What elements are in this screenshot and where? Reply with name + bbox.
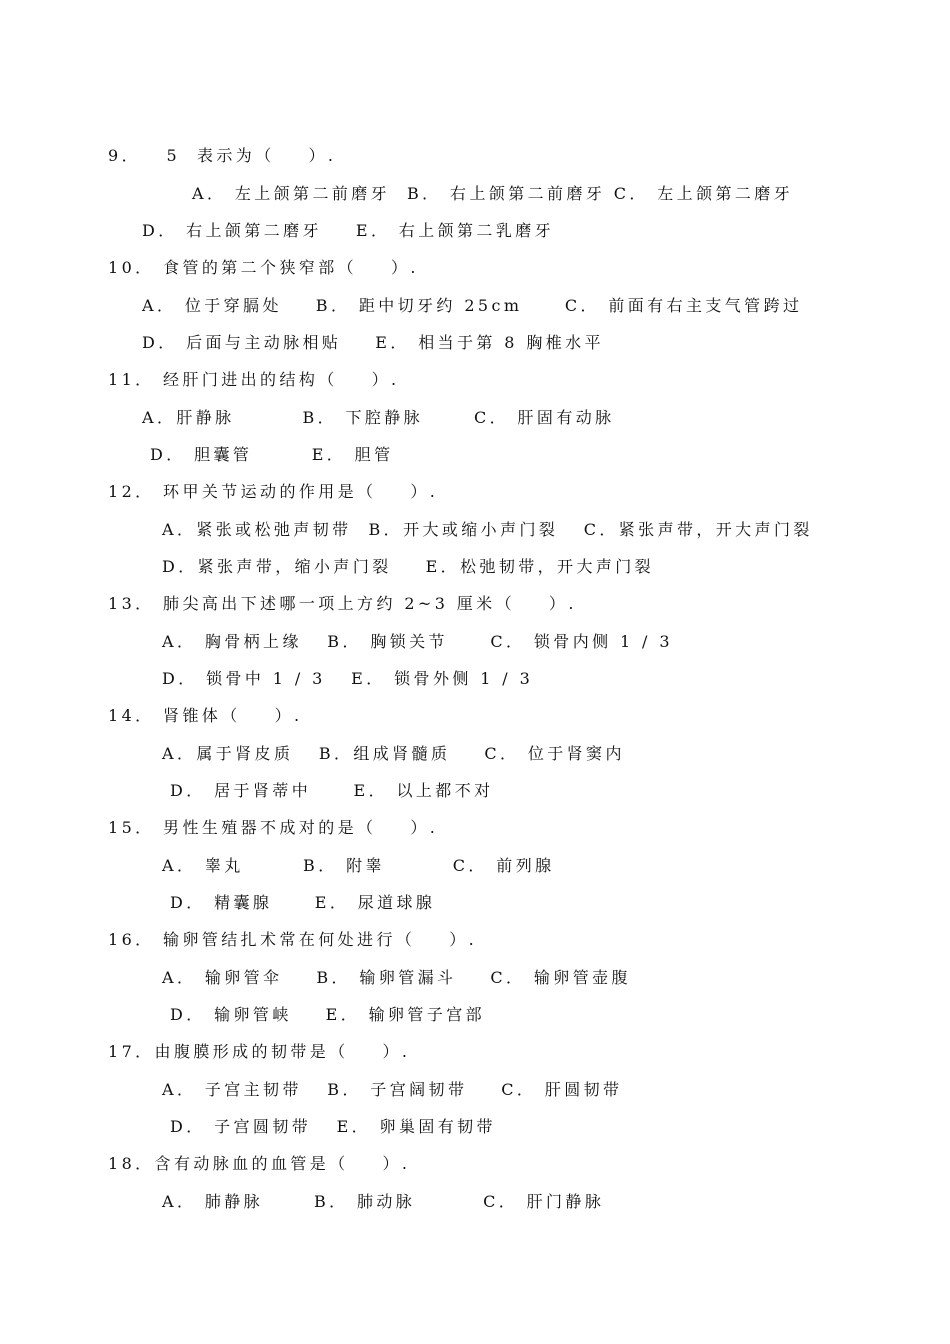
question-12-options-line-2: D．紧张声带，缩小声门裂 E．松弛韧带，开大声门裂 [162, 557, 655, 576]
question-15-options-line-1: A． 睾丸 B． 附睾 C． 前列腺 [162, 856, 555, 875]
question-12-stem: 12． 环甲关节运动的作用是（ ）. [108, 482, 439, 501]
question-16-stem: 16． 输卵管结扎术常在何处进行（ ）. [108, 930, 478, 949]
question-11-options-line-2: D． 胆囊管 E． 胆管 [150, 445, 394, 464]
question-10-options-line-1: A． 位于穿膈处 B． 距中切牙约 25cm C． 前面有右主支气管跨过 [142, 296, 803, 315]
question-14-options-line-2: D． 居于肾蒂中 E． 以上都不对 [170, 781, 494, 800]
question-12-options-line-1: A．紧张或松弛声韧带 B．开大或缩小声门裂 C．紧张声带，开大声门裂 [162, 520, 813, 539]
question-11-options-line-1: A．肝静脉 B． 下腔静脉 C． 肝固有动脉 [142, 408, 615, 427]
question-18-stem: 18．含有动脉血的血管是（ ）. [108, 1154, 411, 1173]
question-10-options-line-2: D． 后面与主动脉相贴 E． 相当于第 8 胸椎水平 [142, 333, 604, 352]
question-17-stem: 17．由腹膜形成的韧带是（ ）. [108, 1042, 411, 1061]
question-15-stem: 15． 男性生殖器不成对的是（ ）. [108, 818, 439, 837]
question-9-options-line-1: A． 左上颌第二前磨牙 B． 右上颌第二前磨牙 C． 左上颌第二磨牙 [192, 184, 794, 203]
question-13-options-line-1: A． 胸骨柄上缘 B． 胸锁关节 C． 锁骨内侧 1 / 3 [162, 632, 673, 651]
question-13-stem: 13． 肺尖高出下述哪一项上方约 2~3 厘米（ ）. [108, 594, 577, 613]
question-17-options-line-1: A． 子宫主韧带 B． 子宫阔韧带 C． 肝圆韧带 [162, 1080, 623, 1099]
question-11-stem: 11． 经肝门进出的结构（ ）. [108, 370, 400, 389]
question-13-options-line-2: D． 锁骨中 1 / 3 E． 锁骨外侧 1 / 3 [162, 669, 534, 688]
question-9-stem: 9． 5 表示为（ ）. [108, 146, 337, 165]
question-9-options-line-2: D． 右上颌第二磨牙 E． 右上颌第二乳磨牙 [142, 221, 555, 240]
question-16-options-line-1: A． 输卵管伞 B． 输卵管漏斗 C． 输卵管壶腹 [162, 968, 631, 987]
question-14-options-line-1: A．属于肾皮质 B．组成肾髓质 C． 位于肾窦内 [162, 744, 625, 763]
question-10-stem: 10． 食管的第二个狭窄部（ ）. [108, 258, 419, 277]
question-18-options-line-1: A． 肺静脉 B． 肺动脉 C． 肝门静脉 [162, 1192, 605, 1211]
question-14-stem: 14． 肾锥体（ ）. [108, 706, 303, 725]
question-17-options-line-2: D． 子宫圆韧带 E． 卵巢固有韧带 [170, 1117, 496, 1136]
question-16-options-line-2: D． 输卵管峡 E． 输卵管子宫部 [170, 1005, 486, 1024]
question-15-options-line-2: D． 精囊腺 E． 尿道球腺 [170, 893, 436, 912]
